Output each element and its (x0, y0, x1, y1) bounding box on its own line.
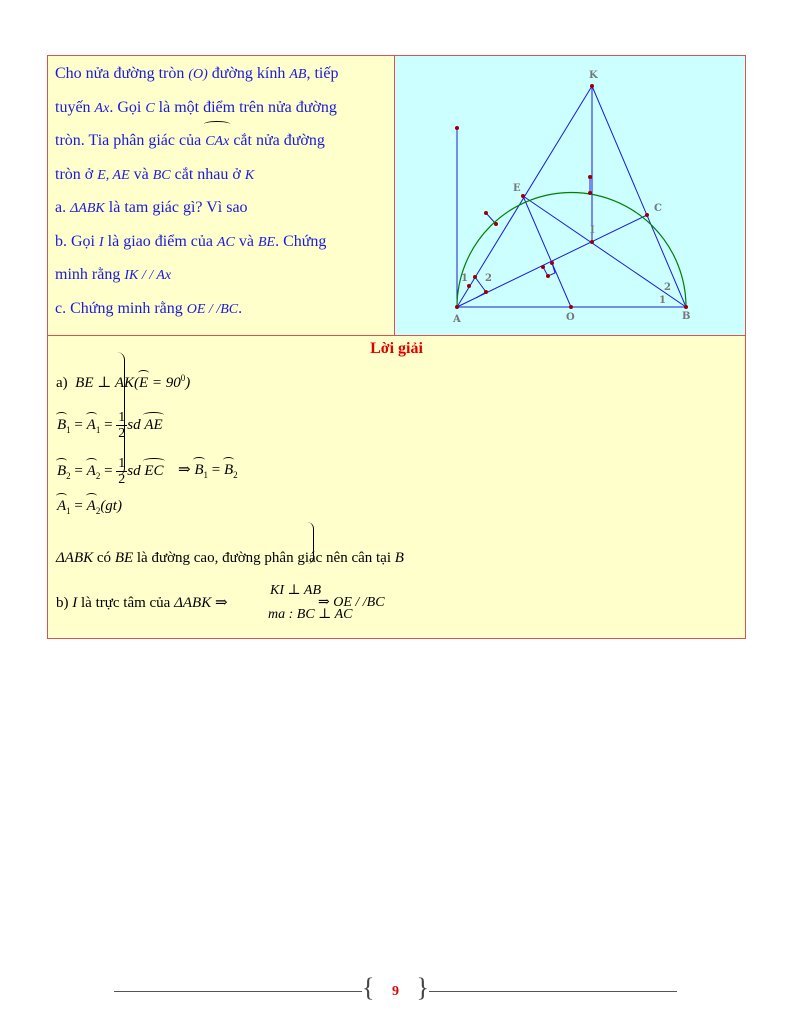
question-b: b. Gọi I là giao điểm của AC và BE. Chứng (55, 232, 327, 250)
point-k (590, 84, 594, 88)
point-m6 (588, 175, 592, 179)
solution-eq-1: $B_1 = A_1$ = $\frac{1}{2}$ sd AE (57, 410, 163, 441)
footer-rule-left (114, 991, 362, 992)
label-b: B (682, 311, 691, 322)
label-angle-a1: 1 (461, 273, 468, 284)
problem-row (48, 56, 745, 336)
solution-b-result: ⇒ OE / /BC (318, 595, 385, 610)
point-m1 (473, 275, 477, 279)
system-brace-b (307, 522, 314, 564)
point-c (645, 213, 649, 217)
problem-line-2: tuyến Ax. Gọi C là một điểm trên nửa đường (55, 98, 337, 116)
point-m2 (484, 290, 488, 294)
point-m8 (541, 265, 545, 269)
question-b-cont: minh rằng IK / / Ax (55, 266, 172, 283)
point-a (455, 305, 459, 309)
point-o (569, 305, 573, 309)
point-e (521, 194, 525, 198)
line-bk (592, 86, 686, 307)
solution-a-conclusion: ΔABK có BE là đường cao, đường phân giác nên cân tại B (56, 550, 404, 566)
point-m7 (588, 191, 592, 195)
point-m3 (467, 284, 471, 288)
fraction-half: $\frac{1}{2}$ (118, 410, 126, 441)
solution-b-line: b) I là trực tâm của ΔABK ⇒ (56, 595, 228, 611)
question-a: a. ΔABK là tam giác gì? Vì sao (55, 199, 248, 216)
point-m10 (546, 274, 550, 278)
solution-b-bottom: ma : BC ⊥ AC (268, 607, 353, 622)
label-c: C (654, 203, 662, 214)
label-i: I (590, 225, 595, 236)
point-m4 (484, 211, 488, 215)
system-brace (116, 352, 125, 476)
point-x (455, 126, 459, 130)
solution-eq-2: $B_2 = A_2$ = $\frac{1}{2}$ sd EC (57, 456, 164, 487)
label-angle-b2: 2 (664, 282, 671, 293)
geometry-svg (395, 56, 744, 335)
question-c: c. Chứng minh rằng OE / /BC. (55, 299, 243, 317)
label-angle-a2: 2 (485, 273, 492, 284)
solution-implication: ⇒ $B_1 = B_2$ (178, 462, 238, 480)
label-a: A (453, 314, 461, 325)
solution-a-line: a) BE ⊥ $AK(E = 90^0)$ (56, 373, 191, 391)
label-o: O (566, 312, 575, 323)
label-k: K (589, 70, 598, 81)
solution-b-top: KI ⊥ AB (270, 583, 322, 598)
problem-line-1: Cho nửa đường tròn (O) đường kính AB, tiếp (55, 65, 339, 82)
page-footer (114, 980, 677, 1004)
label-angle-b1: 1 (659, 295, 666, 306)
solution-title: Lời giải (370, 340, 423, 357)
solution-eq-3: $A_1 = A_2(gt)$ (57, 498, 122, 516)
problem-statement (48, 56, 395, 335)
page-number: { 9 } (362, 980, 429, 1004)
geometry-figure (395, 56, 745, 335)
label-e: E (513, 183, 521, 194)
point-i (590, 240, 594, 244)
footer-rule-right (429, 991, 677, 992)
problem-line-4: tròn ở E, AE và BC cắt nhau ở K (55, 165, 255, 183)
problem-line-3: tròn. Tia phân giác của CAx cắt nửa đường (55, 125, 388, 159)
fraction-half-2: $\frac{1}{2}$ (118, 456, 126, 487)
point-m9 (550, 261, 554, 265)
point-m5 (494, 222, 498, 226)
point-b (684, 305, 688, 309)
